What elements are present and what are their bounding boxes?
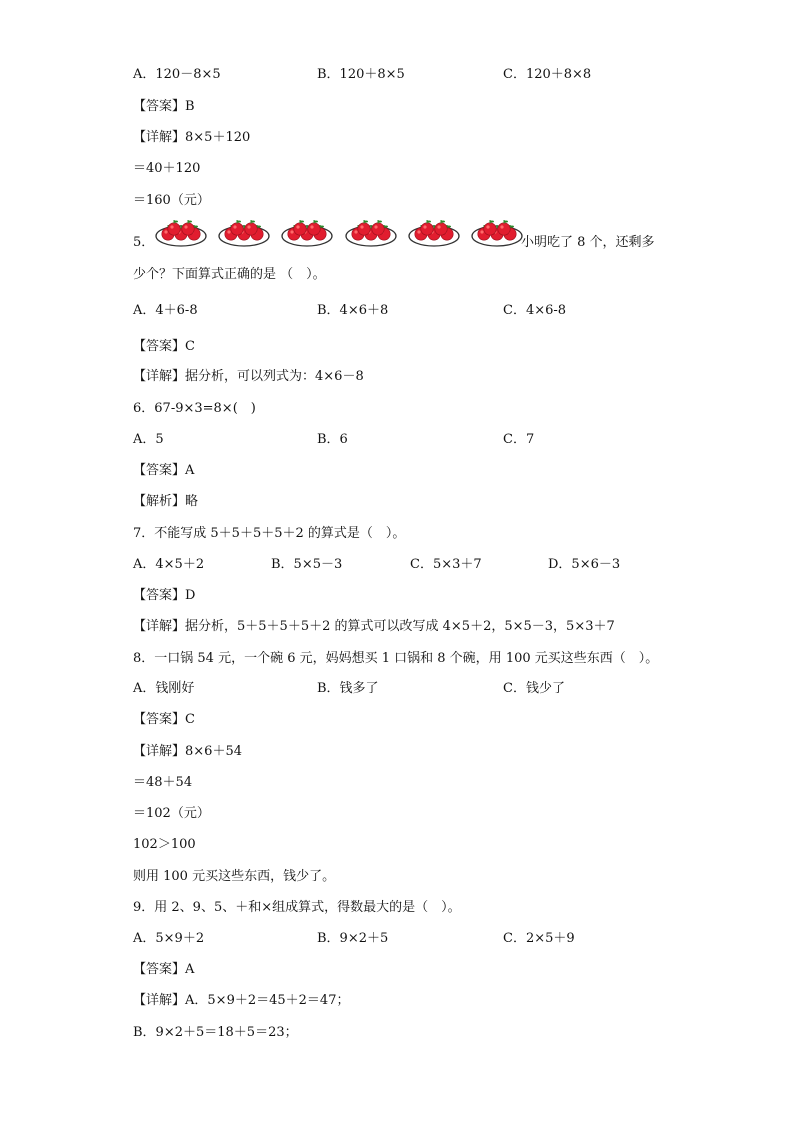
answer-value: D xyxy=(185,588,196,603)
q5-text-line-2: 少个？下面算式正确的是 （ ）。 xyxy=(133,267,326,282)
apple-plate-icon xyxy=(470,218,524,248)
answer-label: 【答案】 xyxy=(133,463,186,478)
detail-text: 据分析，可以列式为：4×6－8 xyxy=(185,369,364,384)
q4-step-1: ＝40＋120 xyxy=(133,161,201,176)
answer-label: 【答案】 xyxy=(133,712,186,727)
q4-option-a: A．120－8×5 xyxy=(133,67,221,82)
answer-value: C xyxy=(185,339,195,354)
q6-option-b: B．6 xyxy=(317,432,348,447)
answer-value: C xyxy=(185,712,195,727)
q9-option-a: A．5×9＋2 xyxy=(133,931,205,946)
q7-option-a: A．4×5＋2 xyxy=(133,557,205,572)
apple-plate-icon xyxy=(407,218,461,248)
answer-label: 【答案】 xyxy=(133,588,186,603)
q8-option-b: B．钱多了 xyxy=(317,681,379,696)
q6-option-c: C．7 xyxy=(503,432,535,447)
detail-label: 【详解】 xyxy=(133,130,186,145)
q7-option-d: D．5×6－3 xyxy=(548,557,621,572)
answer-value: A xyxy=(185,962,195,977)
q7-text: 7．不能写成 5＋5＋5＋5＋2 的算式是（ ）。 xyxy=(133,526,406,541)
q6-text: 6．67-9×3=8×( ) xyxy=(133,401,256,416)
q8-answer xyxy=(133,711,195,729)
q4-option-c: C．120＋8×8 xyxy=(503,67,592,82)
answer-value: B xyxy=(185,99,195,114)
q7-option-b: B．5×5－3 xyxy=(271,557,343,572)
apple-plate-icon xyxy=(280,218,334,248)
q6-analysis xyxy=(133,493,198,511)
q9-answer xyxy=(133,961,194,979)
answer-label: 【答案】 xyxy=(133,962,186,977)
q8-step-4: 则用 100 元买这些东西，钱少了。 xyxy=(133,869,336,884)
q5-number: 5． xyxy=(133,235,155,250)
q6-answer xyxy=(133,462,194,480)
q8-step-3: 102＞100 xyxy=(133,837,196,852)
q8-option-c: C．钱少了 xyxy=(503,681,565,696)
apple-plate-icon xyxy=(344,218,398,248)
q7-detail xyxy=(133,618,615,636)
q8-step-1: ＝48＋54 xyxy=(133,775,193,790)
detail-label: 【详解】 xyxy=(133,369,186,384)
detail-text: 8×6＋54 xyxy=(185,744,242,759)
q7-option-c: C．5×3＋7 xyxy=(410,557,482,572)
q5-answer xyxy=(133,338,195,356)
answer-value: A xyxy=(185,463,195,478)
analysis-text: 略 xyxy=(185,494,199,509)
detail-label: 【详解】 xyxy=(133,619,186,634)
detail-label: 【详解】 xyxy=(133,744,186,759)
q5-text-line-1: 小明吃了 8 个，还剩多 xyxy=(521,235,655,250)
q6-option-a: A．5 xyxy=(133,432,164,447)
detail-text: 8×5＋120 xyxy=(185,130,251,145)
q5-option-b: B．4×6＋8 xyxy=(317,303,389,318)
q4-step-2: ＝160（元） xyxy=(133,193,210,208)
q8-option-a: A．钱刚好 xyxy=(133,681,195,696)
q4-answer xyxy=(133,98,195,116)
apple-plate-icon xyxy=(217,218,271,248)
detail-label: 【详解】 xyxy=(133,993,186,1008)
q4-option-b: B．120＋8×5 xyxy=(317,67,405,82)
answer-label: 【答案】 xyxy=(133,99,186,114)
q5-option-a: A．4＋6-8 xyxy=(133,303,198,318)
answer-label: 【答案】 xyxy=(133,339,186,354)
q8-text: 8．一口锅 54 元，一个碗 6 元，妈妈想买 1 口锅和 8 个碗，用 100 元买这些东西（ ）。 xyxy=(133,651,659,666)
q8-detail xyxy=(133,743,242,761)
q9-detail xyxy=(133,992,349,1010)
analysis-label: 【解析】 xyxy=(133,494,186,509)
apple-plate-icon xyxy=(154,218,208,248)
q5-detail xyxy=(133,368,364,386)
q9-option-b: B．9×2＋5 xyxy=(317,931,389,946)
q4-detail xyxy=(133,129,250,147)
q9-step-1: B．9×2＋5＝18＋5＝23； xyxy=(133,1025,298,1040)
q9-text: 9．用 2、9、5、＋和×组成算式，得数最大的是（ ）。 xyxy=(133,900,461,915)
q5-option-c: C．4×6-8 xyxy=(503,303,567,318)
detail-text: 据分析，5＋5＋5＋5＋2 的算式可以改写成 4×5＋2，5×5－3，5×3＋7 xyxy=(185,619,615,634)
detail-text: A．5×9＋2＝45＋2＝47； xyxy=(185,993,350,1008)
q7-answer xyxy=(133,587,195,605)
q9-option-c: C．2×5＋9 xyxy=(503,931,575,946)
q8-step-2: ＝102（元） xyxy=(133,806,210,821)
